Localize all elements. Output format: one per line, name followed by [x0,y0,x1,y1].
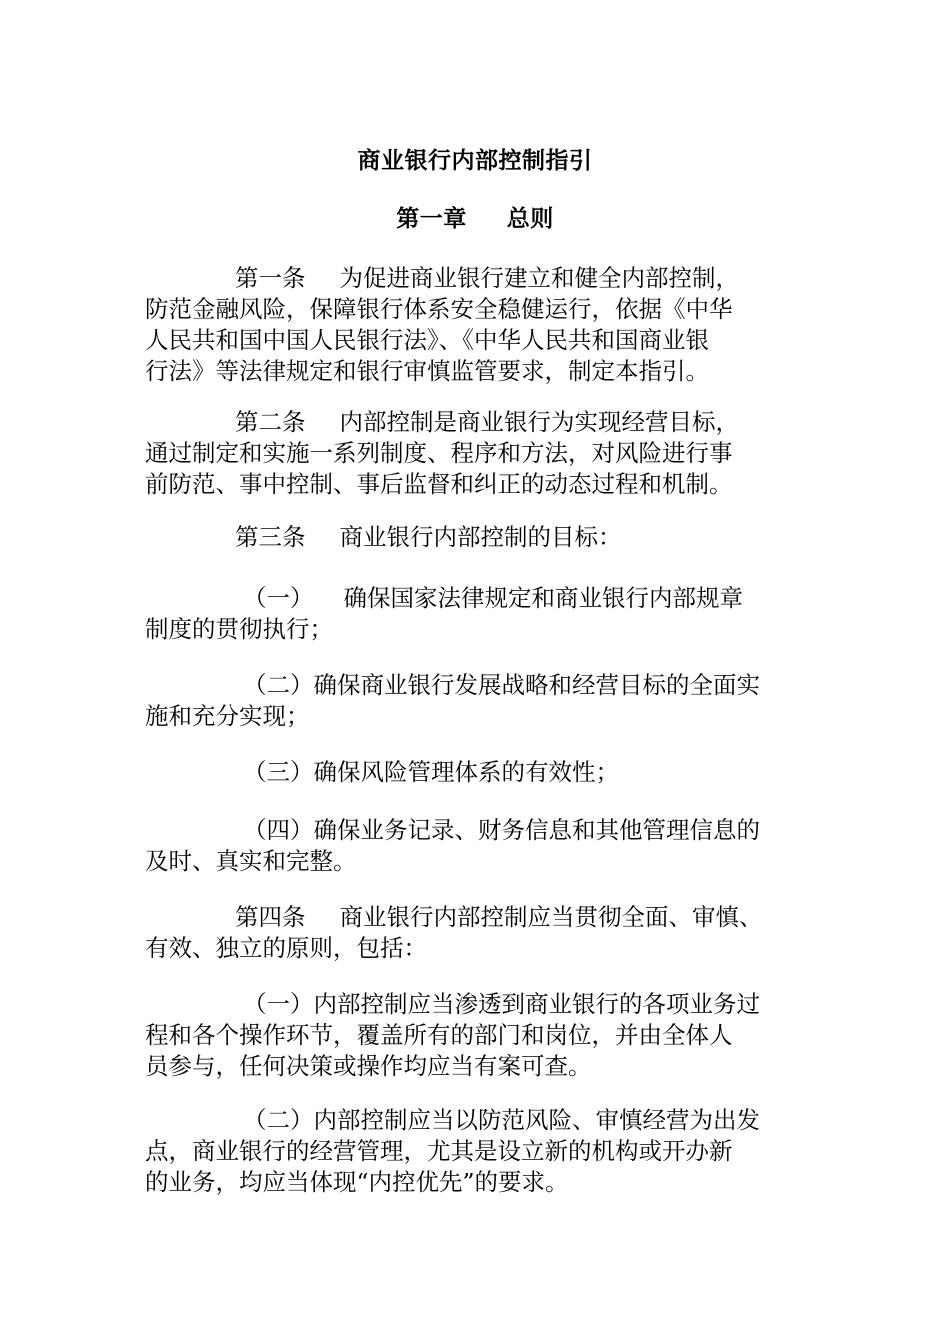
article-1-line-4: 行法》等法律规定和银行审慎监管要求，制定本指引。 [145,357,709,385]
chapter-number: 第一章 [396,205,467,232]
article-3-text-1: 商业银行内部控制的目标： [339,523,622,551]
article-4-item-1 [145,989,825,1082]
article-4-item-2-line-1: （二）内部控制应当以防范风险、审慎经营为出发 [243,1106,760,1134]
article-1-line-1 [145,263,825,294]
article-2 [145,407,825,500]
article-4-item-2 [145,1105,825,1198]
article-4-item-1-line-2: 程和各个操作环节，覆盖所有的部门和岗位，并由全体人 [145,1021,733,1049]
article-3-item-3 [145,757,825,788]
article-3-item-1 [145,583,825,645]
article-3-number: 第三条 [235,523,306,551]
chapter-name: 总则 [506,205,554,232]
article-3-item-2-line-1: （二）确保商业银行发展战略和经营目标的全面实 [243,671,760,699]
article-3-item-2-line-2: 施和充分实现； [145,702,310,730]
article-3-item-1-line-1 [145,583,825,614]
article-3-line-1 [145,522,825,553]
article-3-item-4 [145,815,825,877]
article-3-item-3-line-1: （三）确保风险管理体系的有效性； [243,758,619,786]
article-4-number: 第四条 [235,903,306,931]
article-3-item-1-text-1: 确保国家法律规定和商业银行内部规章 [343,584,743,612]
article-1 [145,263,825,387]
article-3-item-4-line-1: （四）确保业务记录、财务信息和其他管理信息的 [243,816,760,844]
chapter-heading [0,204,950,234]
article-1-line-3: 人民共和国中国人民银行法》、《中华人民共和国商业银 [145,326,709,354]
article-4-text-1: 商业银行内部控制应当贯彻全面、审慎、 [339,903,763,931]
article-4-line-2: 有效、独立的原则，包括： [145,934,427,962]
article-3 [145,522,825,553]
article-4-item-1-line-1: （一）内部控制应当渗透到商业银行的各项业务过 [243,990,760,1018]
article-2-line-2: 通过制定和实施一系列制度、程序和方法，对风险进行事 [145,439,733,467]
article-2-line-1 [145,407,825,438]
article-2-text-1: 内部控制是商业银行为实现经营目标， [339,408,739,436]
article-3-item-2 [145,670,825,732]
article-4-item-2-line-2: 点，商业银行的经营管理，尤其是设立新的机构或开办新 [145,1137,733,1165]
article-4 [145,902,845,964]
document-title: 商业银行内部控制指引 [357,147,593,174]
article-2-line-3: 前防范、事中控制、事后监督和纠正的动态过程和机制。 [145,470,733,498]
article-3-item-1-number: （一） [243,584,314,612]
article-2-number: 第二条 [235,408,306,436]
article-1-number: 第一条 [235,264,306,292]
article-4-line-1 [145,902,845,933]
article-3-item-1-line-2: 制度的贯彻执行； [145,615,333,643]
article-4-item-1-line-3: 员参与，任何决策或操作均应当有案可查。 [145,1052,592,1080]
article-4-item-2-line-3: 的业务，均应当体现“内控优先”的要求。 [145,1168,569,1196]
article-1-line-2: 防范金融风险，保障银行体系安全稳健运行，依据《中华 [145,295,733,323]
article-3-item-4-line-2: 及时、真实和完整。 [145,847,357,875]
article-1-text-1: 为促进商业银行建立和健全内部控制， [339,264,739,292]
